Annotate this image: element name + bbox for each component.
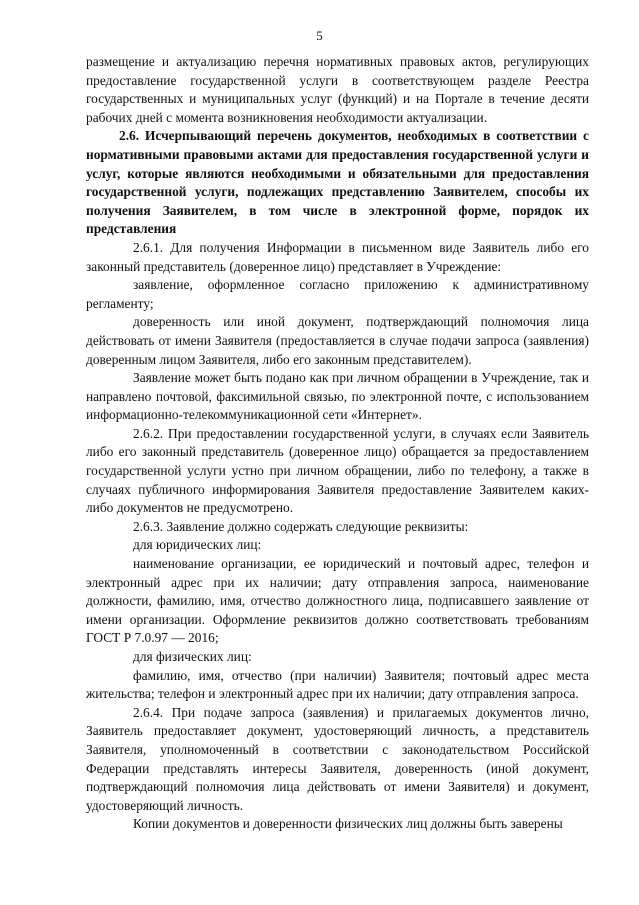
paragraph-legal-entities-label: для юридических лиц: — [133, 537, 262, 553]
paragraph-2-6-1: 2.6.1. Для получения Информации в письменном виде Заявитель либо его законный представитель (доверенное лицо) представляет в Учреждение: — [86, 239, 589, 274]
paragraph-continuation: размещение и актуализацию перечня нормативных правовых актов, регулирующих предоставление государственной услуги в соответствующем разделе Реестра государственных и муниципальных услуг (функций) и на Портале в течение десяти рабочих дней с момента возникновения необходимости актуализации. — [86, 54, 589, 125]
paragraph-power-of-attorney-item: доверенность или иной документ, подтверждающий полномочия лица действовать от имени Заявителя (предоставляется в случае подачи запроса (заявления) доверенным лицом Заявителя, либо его законным представителем). — [86, 314, 589, 367]
paragraph-individuals-details: фамилию, имя, отчество (при наличии) Заявителя; почтовый адрес места жительства; телефон и электронный адрес при их наличии; дату отправления запроса. — [86, 667, 589, 702]
paragraph-individuals-label: для физических лиц: — [133, 649, 252, 664]
section-heading-2-6: 2.6. Исчерпывающий перечень документов, необходимых в соответствии с нормативными правовыми актами для предоставления государственной услуги и услуг, которые являются необходимыми и обязательными для предоставления государственной услуги, подлежащих представлению Заявителем, способы их получения Заявителем, в том числе в электронной форме, порядок их представления — [86, 128, 589, 237]
paragraph-legal-entities-details: наименование организации, ее юридический и почтовый адрес, телефон и электронный адрес при их наличии; дату отправления запроса, наименование должности, фамилию, имя, отчество должностного лица, подписавшего заявление от имени организации. Оформление реквизитов должно соответствовать требованиям ГОСТ Р 7.0.97 — 2016; — [86, 556, 589, 646]
paragraph-2-6-4: 2.6.4. При подаче запроса (заявления) и прилагаемых документов лично, Заявитель предоставляет документ, удостоверяющий личность, а представитель Заявителя, уполномоченный в соответствии с законодательством Российской Федерации представлять интересы Заявителя, доверенность (иной документ, подтверждающий полномочия лица действовать от имени Заявителя) и документ, удостоверяющий личность. — [86, 704, 589, 813]
paragraph-2-6-3: 2.6.3. Заявление должно содержать следующие реквизиты: — [133, 518, 469, 534]
paragraph-2-6-2: 2.6.2. При предоставлении государственной услуги, в случаях если Заявитель либо его законный представитель (доверенное лицо) обращается за предоставлением государственной услуги устно при личном обращении, либо по телефону, а также в случаях публичного информирования Заявителя предоставление Заявителем каких-либо документов не предусмотрено. — [86, 425, 589, 516]
paragraph-application-item: заявление, оформленное согласно приложению к административному регламенту; — [86, 277, 589, 311]
paragraph-copies-certification: Копии документов и доверенности физических лиц должны быть заверены — [133, 816, 563, 832]
page-number: 5 — [316, 28, 323, 43]
document-body — [86, 53, 589, 834]
paragraph-submission-methods: Заявление может быть подано как при личном обращении в Учреждение, так и направлено почтовой, факсимильной связью, по электронной почте, с использованием информационно-телекоммуникационной сети «Интернет». — [86, 370, 589, 423]
